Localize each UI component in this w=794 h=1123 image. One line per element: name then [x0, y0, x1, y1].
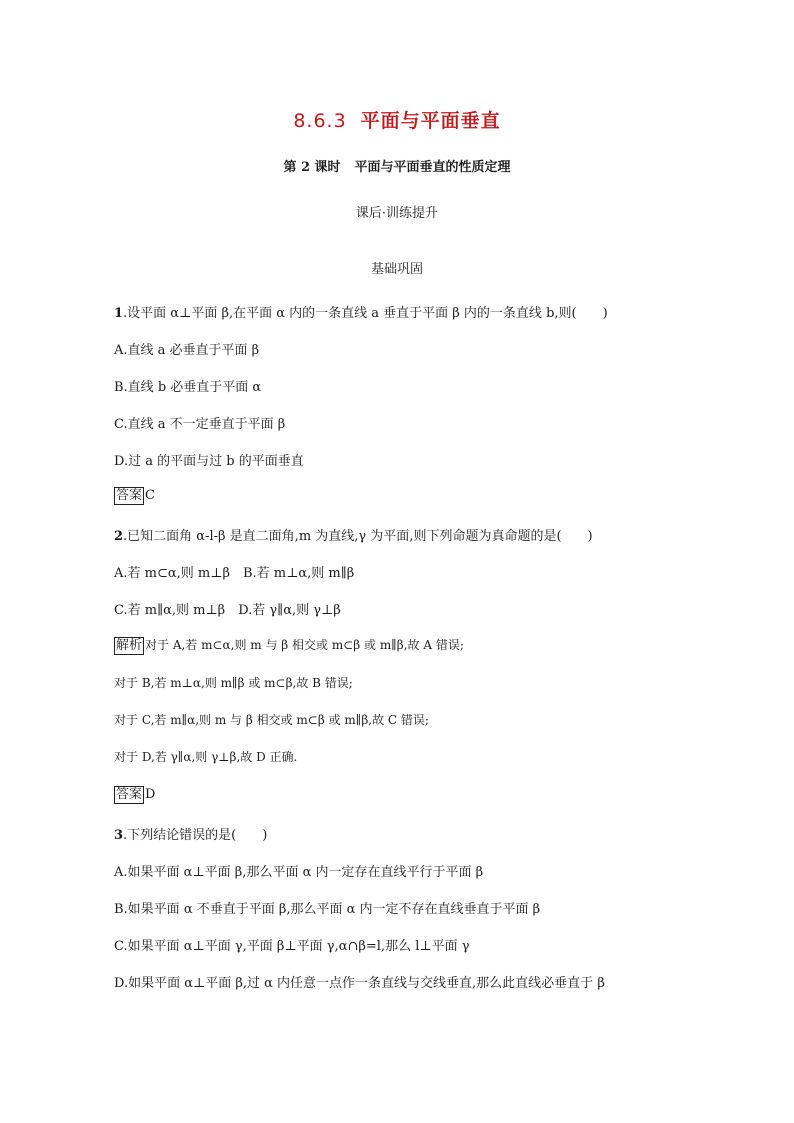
- question-3-option-c: C.如果平面 α⊥平面 γ,平面 β⊥平面 γ,α∩β=l,那么 l⊥平面 γ: [114, 939, 470, 954]
- question-number: 2: [114, 529, 124, 544]
- question-1-option-c: C.直线 a 不一定垂直于平面 β: [114, 417, 286, 432]
- question-number: 1: [114, 306, 124, 321]
- question-number: 3: [114, 828, 124, 843]
- question-1-answer: [114, 487, 155, 505]
- answer-tag: 答案: [116, 488, 143, 503]
- answer-value: C: [145, 488, 155, 503]
- question-2-analysis-c: 对于 C,若 m∥α,则 m 与 β 相交或 m⊂β 或 m∥β,故 C 错误;: [114, 713, 429, 727]
- question-1-option-d: D.过 a 的平面与过 b 的平面垂直: [114, 454, 304, 469]
- question-2-analysis-b: 对于 B,若 m⊥α,则 m∥β 或 m⊂β,故 B 错误;: [114, 676, 353, 690]
- question-1-stem: [114, 302, 608, 321]
- analysis-text: 对于 A,若 m⊂α,则 m 与 β 相交或 m⊂β 或 m∥β,故 A 错误;: [145, 638, 464, 652]
- question-1-option-a: A.直线 a 必垂直于平面 β: [114, 343, 260, 358]
- basic-heading: 基础巩固: [370, 262, 423, 277]
- page-title: [0, 106, 794, 133]
- question-2-answer: [114, 786, 155, 804]
- practice-heading: 课后·训练提升: [355, 206, 439, 221]
- question-3-option-a: A.如果平面 α⊥平面 β,那么平面 α 内一定存在直线平行于平面 β: [114, 865, 484, 880]
- question-3-option-b: B.如果平面 α 不垂直于平面 β,那么平面 α 内一定不存在直线垂直于平面 β: [114, 902, 541, 917]
- question-2-stem: [114, 525, 593, 544]
- question-2-analysis-d: 对于 D,若 γ∥α,则 γ⊥β,故 D 正确.: [114, 750, 298, 764]
- answer-value: D: [145, 787, 156, 802]
- answer-tag: 答案: [116, 787, 143, 802]
- question-text: .已知二面角 α-l-β 是直二面角,m 为直线,γ 为平面,则下列命题为真命题的是( ): [123, 529, 593, 544]
- question-3-stem: [114, 824, 267, 843]
- question-3-option-d: D.如果平面 α⊥平面 β,过 α 内任意一点作一条直线与交线垂直,那么此直线必垂直于 β: [114, 976, 605, 991]
- lesson-number: 第 2 课时: [283, 160, 341, 175]
- question-2-analysis-a: [114, 636, 464, 655]
- lesson-topic: 平面与平面垂直的性质定理: [354, 160, 511, 175]
- question-2-options-cd: C.若 m∥α,则 m⊥β D.若 γ∥α,则 γ⊥β: [114, 603, 341, 618]
- question-text: .设平面 α⊥平面 β,在平面 α 内的一条直线 a 垂直于平面 β 内的一条直线 b,则( ): [123, 306, 608, 321]
- question-1-option-b: B.直线 b 必垂直于平面 α: [114, 380, 262, 395]
- question-2-options-ab: A.若 m⊂α,则 m⊥β B.若 m⊥α,则 m∥β: [114, 566, 355, 581]
- section-number: 8.6.3: [293, 110, 347, 132]
- lesson-subtitle: [0, 156, 794, 175]
- question-text: .下列结论错误的是( ): [123, 828, 268, 843]
- analysis-tag: 解析: [116, 638, 143, 653]
- section-title: 平面与平面垂直: [360, 110, 501, 132]
